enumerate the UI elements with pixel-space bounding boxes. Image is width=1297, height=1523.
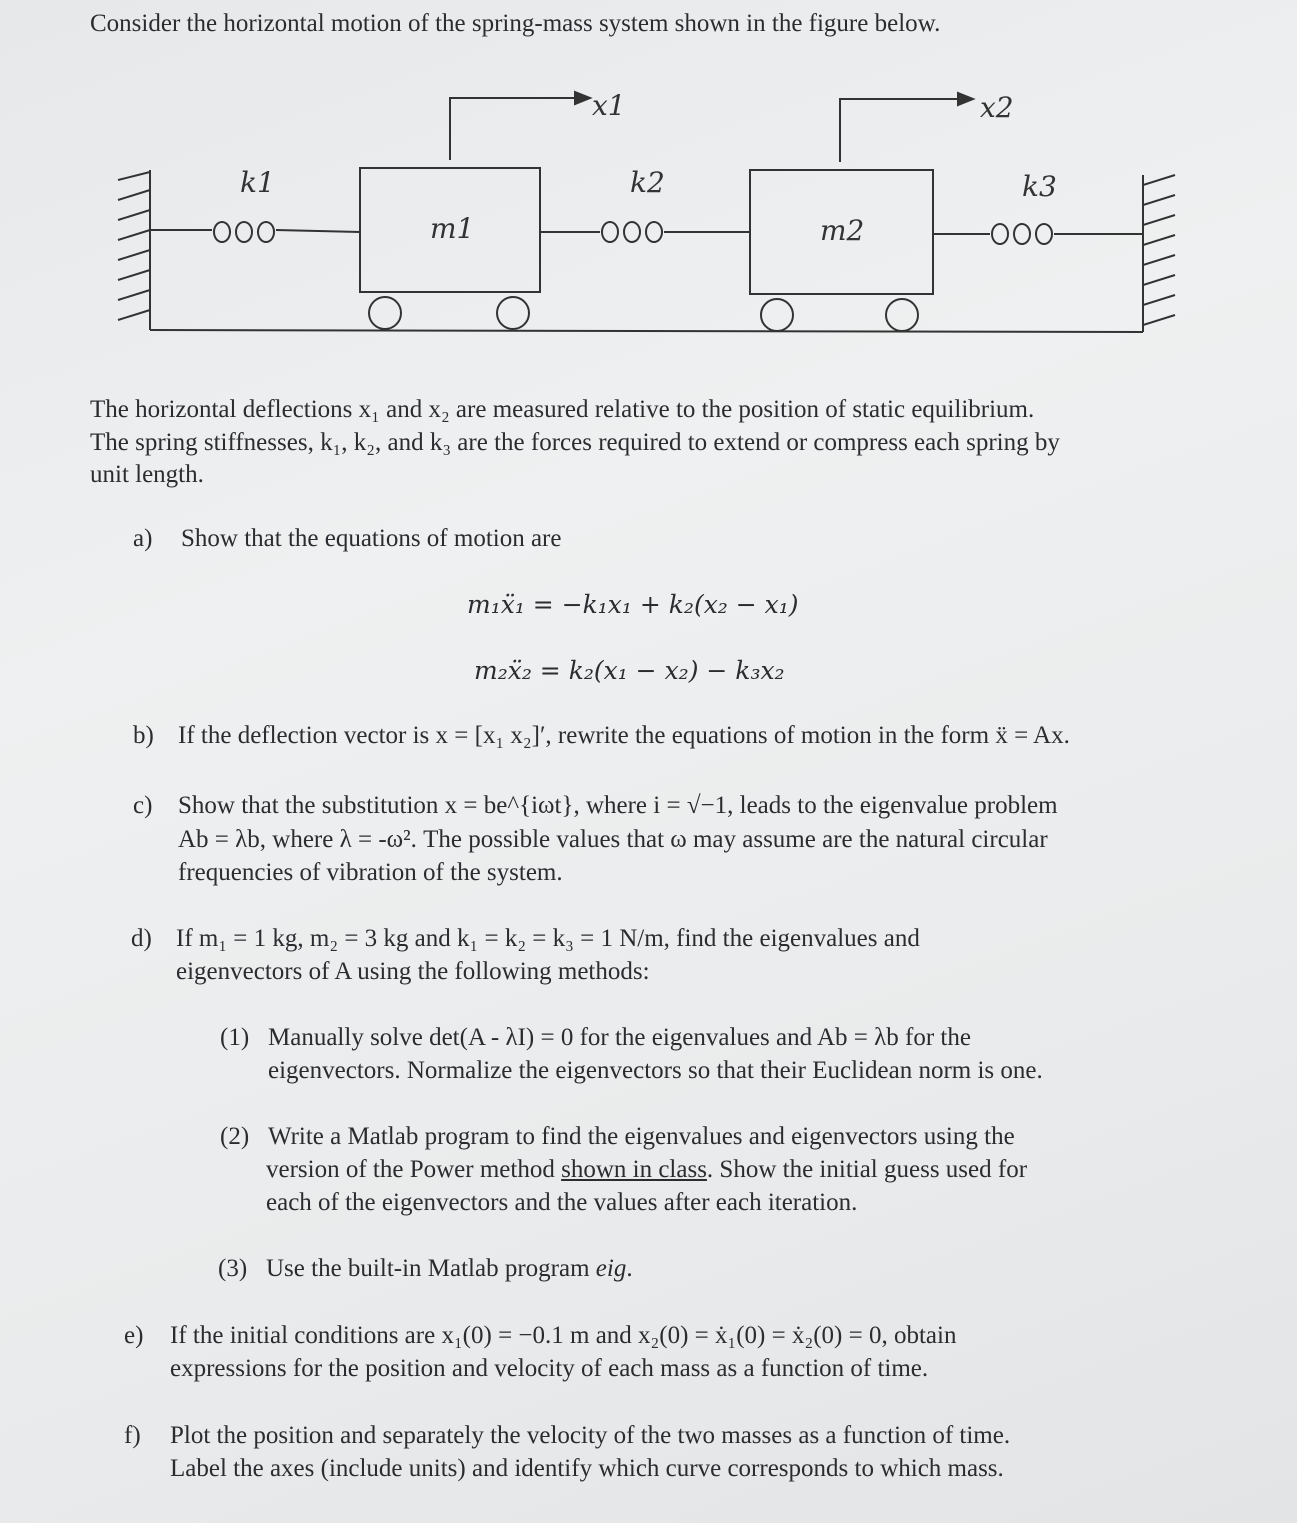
part-e-line-2: expressions for the position and velocity of each mass as a function of time. <box>170 1355 929 1382</box>
spring-k3 <box>933 224 1143 244</box>
sub2-line-2 <box>266 1154 1027 1186</box>
label-x1: x1 <box>592 89 626 122</box>
part-b-text: If the deflection vector is x = [x₁ x₂]′, rewrite the equations of motion in the form ẍ = Ax. <box>178 722 1070 749</box>
part-e-label: e) <box>124 1322 144 1349</box>
sub3-label: (3) <box>218 1255 248 1282</box>
equation-2: m₂ẍ₂ = k₂(x₁ − x₂) − k₃x₂ <box>474 656 785 685</box>
shown-in-class-link: shown in class <box>561 1156 707 1183</box>
part-a-text: Show that the equations of motion are <box>181 525 562 552</box>
wheel-icon <box>886 299 918 331</box>
label-k3: k3 <box>1022 170 1057 203</box>
desc-line-2: The spring stiffnesses, k₁, k₂, and k₃ are the forces required to extend or compress each spring by <box>90 429 1060 456</box>
sub1-line-1: Manually solve det(A - λI) = 0 for the eigenvalues and Ab = λb for the <box>268 1024 971 1051</box>
sub1-label: (1) <box>220 1024 250 1051</box>
part-d-label: d) <box>131 925 152 952</box>
label-m1: m1 <box>430 212 475 245</box>
x1-arrow <box>450 92 590 160</box>
label-k2: k2 <box>630 166 665 199</box>
sub1-line-2: eigenvectors. Normalize the eigenvectors so that their Euclidean norm is one. <box>268 1057 1043 1084</box>
left-wall <box>118 170 150 330</box>
part-c-line-1: Show that the substitution x = be^{iωt}, where i = √−1, leads to the eigenvalue problem <box>178 792 1058 819</box>
spring-mass-figure <box>0 0 1297 380</box>
intro-text: Consider the horizontal motion of the spring-mass system shown in the figure below. <box>90 10 941 37</box>
part-c-line-3: frequencies of vibration of the system. <box>178 859 563 886</box>
part-f-line-1: Plot the position and separately the velocity of the two masses as a function of time. <box>170 1422 1011 1449</box>
part-d-line-2: eigenvectors of A using the following methods: <box>176 958 650 985</box>
spring-k1 <box>150 222 360 242</box>
sub2-line-1: Write a Matlab program to find the eigenvalues and eigenvectors using the <box>268 1123 1015 1150</box>
wheel-icon <box>761 299 793 331</box>
part-b-label: b) <box>133 722 154 749</box>
sub3-pre: Use the built-in Matlab program <box>266 1255 596 1282</box>
desc-line-3: unit length. <box>90 461 204 488</box>
right-wall <box>1143 175 1175 332</box>
part-f-label: f) <box>124 1422 141 1449</box>
sub2-line-3: each of the eigenvectors and the values after each iteration. <box>266 1189 858 1216</box>
sub2-line-2-post: . Show the initial guess used for <box>706 1156 1028 1183</box>
desc-line-1: The horizontal deflections x₁ and x₂ are measured relative to the position of static equilibrium. <box>90 396 1035 423</box>
equation-1: m₁ẍ₁ = −k₁x₁ + k₂(x₂ − x₁) <box>467 590 799 619</box>
part-a-label: a) <box>133 525 153 552</box>
spring-k2 <box>540 222 750 242</box>
sub2-label: (2) <box>220 1123 250 1150</box>
part-f-line-2: Label the axes (include units) and identify which curve corresponds to which mass. <box>170 1455 1004 1482</box>
sub2-line-2-pre: version of the Power method <box>266 1156 562 1183</box>
floor-line <box>150 330 1143 332</box>
wheel-icon <box>497 297 529 329</box>
wheel-icon <box>369 297 401 329</box>
label-m2: m2 <box>820 214 865 247</box>
part-c-label: c) <box>133 792 153 819</box>
sub3-post: . <box>626 1255 633 1282</box>
eig-command: eig <box>595 1255 627 1282</box>
part-e-line-1: If the initial conditions are x₁(0) = −0.1 m and x₂(0) = ẋ₁(0) = ẋ₂(0) = 0, obtain <box>170 1322 957 1349</box>
part-d-line-1: If m₁ = 1 kg, m₂ = 3 kg and k₁ = k₂ = k₃ = 1 N/m, find the eigenvalues and <box>176 925 920 952</box>
part-c-line-2: Ab = λb, where λ = -ω². The possible values that ω may assume are the natural circular <box>178 826 1048 853</box>
label-k1: k1 <box>240 166 275 199</box>
x2-arrow <box>840 93 973 162</box>
sub3-line <box>266 1253 633 1285</box>
label-x2: x2 <box>980 91 1014 124</box>
